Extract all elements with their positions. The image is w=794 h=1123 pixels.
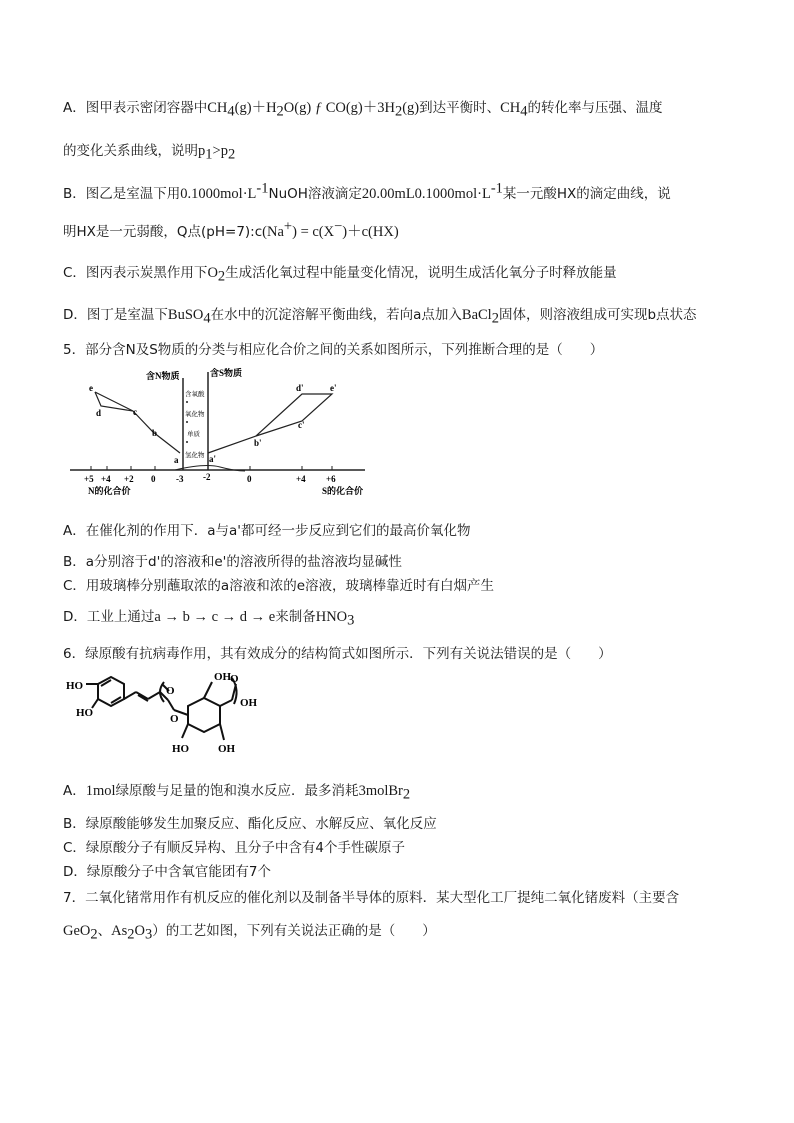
n-tick-0: 0: [151, 474, 156, 484]
text: 5．部分含N及S物质的分类与相应化合价之间的关系如图所示，下列推断合理的是（ ）: [63, 342, 604, 358]
point-a: a: [174, 455, 179, 465]
s-header: 含S物质: [210, 368, 243, 378]
s-curve: [208, 394, 332, 453]
text: 、: [97, 923, 112, 939]
label-o-ester: O: [170, 713, 179, 725]
subscript: 2: [394, 103, 403, 120]
q4-option-a-line2: [63, 142, 236, 163]
formula: BaCl: [461, 307, 492, 323]
n-curve: [95, 392, 180, 453]
formula: p: [220, 143, 228, 159]
formula: BuSO: [167, 307, 204, 323]
text: C．图丙表示炭黑作用下: [63, 265, 208, 281]
text: (pH=7):c: [201, 224, 263, 240]
formula: CH: [207, 100, 228, 116]
q6-option-b: [63, 815, 437, 833]
subscript: 2: [217, 268, 226, 285]
superscript: −: [334, 218, 343, 235]
point-e: e: [89, 383, 93, 393]
category-element: 单质: [187, 431, 200, 438]
formula: 3molBr: [358, 783, 403, 799]
category-acid: 含氧酸: [185, 391, 205, 398]
text: 7．二氧化锗常用作有机反应的催化剂以及制备半导体的原料．某大型化工厂提纯二氧化锗废料（主要含: [63, 890, 680, 906]
subscript: 2: [276, 103, 284, 120]
s-tick-6: +6: [326, 474, 336, 484]
text: 某一元酸HX的滴定曲线，说: [502, 186, 671, 202]
formula: 1mol: [85, 783, 116, 799]
formula: O: [134, 923, 145, 939]
formula: CO(g)＋3H: [325, 100, 395, 116]
formula: a → b → c → d → e: [154, 609, 276, 625]
superscript: -1: [256, 180, 269, 197]
subscript: 3: [347, 612, 355, 629]
point-c-prime: c': [298, 420, 305, 430]
subscript: 3: [145, 926, 153, 943]
formula: As: [111, 923, 128, 939]
text: A．在催化剂的作用下．a与a'都可经一步反应到它们的最高价氧化物: [63, 523, 471, 539]
formula: CH: [500, 100, 521, 116]
s-axis-label: S的化合价: [322, 486, 364, 496]
n-tick-m3: -3: [176, 474, 184, 484]
text: D．图丁是室温下: [63, 307, 168, 323]
label-ho-ring: HO: [172, 743, 190, 755]
s-tick-4: +4: [296, 474, 306, 484]
q7-stem-line1: [63, 889, 679, 907]
text: B．绿原酸能够发生加聚反应、酯化反应、水解反应、氧化反应: [63, 816, 437, 832]
label-o-carbonyl: O: [166, 685, 175, 697]
label-oh-ring: OH: [218, 743, 236, 755]
text: D．工业上通过: [63, 609, 155, 625]
subscript: 2: [227, 146, 236, 163]
text: D．绿原酸分子中含氧官能团有7个: [63, 864, 271, 880]
formula: )＋c(HX): [342, 224, 399, 240]
superscript: -1: [490, 180, 503, 197]
text: 生成活化氧过程中能量变化情况，说明生成活化氧分子时释放能量: [225, 265, 617, 281]
text: A．: [63, 783, 86, 799]
point-b: b: [152, 428, 158, 438]
subscript: 2: [90, 926, 98, 943]
text: C．用玻璃棒分别蘸取浓的a溶液和浓的e溶液，玻璃棒靠近时有白烟产生: [63, 578, 495, 594]
subscript: 2: [491, 310, 499, 327]
text: C．绿原酸分子有顺反异构、且分子中含有4个手性碳原子: [63, 840, 406, 856]
category-oxide: 氧化物: [185, 411, 205, 418]
text: 的变化关系曲线，说明: [63, 143, 198, 159]
text: B．图乙是室温下用: [63, 186, 181, 202]
n-tick-4: +4: [101, 474, 111, 484]
valence-diagram: [70, 364, 370, 499]
subscript: 4: [203, 310, 211, 327]
q4-option-d: [63, 306, 697, 327]
q5-option-b: [63, 553, 402, 571]
formula: 20.00mL0.1000mol·L: [361, 186, 491, 202]
text: 绿原酸与足量的饱和溴水反应．最多消耗: [115, 783, 359, 799]
text: B．a分别溶于d'的溶液和e'的溶液所得的盐溶液均显碱性: [63, 554, 402, 570]
label-ho-bottom: HO: [76, 707, 94, 719]
q4-option-c: [63, 264, 617, 285]
formula: 0.1000mol·L: [180, 186, 257, 202]
s-tick-0: 0: [247, 474, 252, 484]
q5-figure: [70, 364, 370, 499]
n-tick-2: +2: [124, 474, 134, 484]
formula: O(g): [283, 100, 312, 116]
subscript: 1: [205, 146, 213, 163]
q6-structure-figure: [64, 670, 274, 762]
q6-stem: [63, 645, 612, 663]
formula: p: [198, 143, 206, 159]
point-a-prime: a': [209, 454, 217, 464]
q6-option-a: [63, 782, 411, 803]
q6-option-c: [63, 839, 405, 857]
label-ho-top: HO: [66, 680, 84, 692]
text: 明HX是一元弱酸，Q点: [63, 224, 202, 240]
text: 来制备: [275, 609, 316, 625]
n-tick-5: +5: [84, 474, 94, 484]
label-oh-acid: OH: [240, 697, 258, 709]
point-d: d: [96, 408, 102, 418]
n-axis-label: N的化合价: [88, 486, 131, 496]
formula: >: [212, 143, 221, 159]
q5-option-d: [63, 608, 355, 629]
text: 的转化率与压强、温度: [527, 100, 663, 116]
text: 6．绿原酸有抗病毒作用，其有效成分的结构简式如图所示．下列有关说法错误的是（ ）: [63, 646, 612, 662]
point-e-prime: e': [330, 383, 337, 393]
formula: (g): [402, 100, 420, 116]
subscript: 4: [520, 103, 528, 120]
text: 到达平衡时、: [419, 100, 501, 116]
text: 固体，则溶液组成可实现b点状态: [498, 307, 697, 323]
s-tick-m2: -2: [203, 472, 211, 482]
q5-option-a: [63, 522, 471, 540]
subscript: 4: [227, 103, 235, 120]
point-b-prime: b': [254, 438, 262, 448]
category-hydride: 氢化物: [185, 452, 205, 459]
formula: ) = c(X: [292, 224, 335, 240]
superscript: +: [283, 218, 293, 235]
formula: GeO: [63, 923, 91, 939]
formula: HNO: [315, 609, 348, 625]
point-c: c: [133, 407, 137, 417]
label-oh-top: OH: [214, 671, 232, 683]
q7-stem-line2: [63, 922, 436, 943]
q4-option-a-line1: [63, 99, 663, 120]
formula: (Na: [262, 224, 284, 240]
text: A．图甲表示密闭容器中: [63, 100, 208, 116]
text: 在水中的沉淀溶解平衡曲线，若向a点加入: [210, 307, 462, 323]
subscript: 2: [127, 926, 135, 943]
q4-option-b-line1: [63, 180, 671, 203]
chlorogenic-acid-structure: [64, 670, 274, 762]
text: ）的工艺如图，下列有关说法正确的是（ ）: [152, 923, 436, 939]
q4-option-b-line2: [63, 218, 399, 241]
q5-option-c: [63, 577, 494, 595]
point-d-prime: d': [296, 383, 304, 393]
subscript: 2: [402, 786, 411, 803]
formula: (g)＋H: [234, 100, 277, 116]
formula: O: [207, 265, 218, 281]
label-o-acid: O: [230, 673, 239, 685]
equilibrium-symbol: ƒ: [311, 100, 326, 116]
q6-option-d: [63, 863, 271, 881]
n-header: 含N物质: [146, 371, 180, 381]
q5-stem: [63, 341, 603, 359]
text: NuOH溶液滴定: [268, 186, 362, 202]
